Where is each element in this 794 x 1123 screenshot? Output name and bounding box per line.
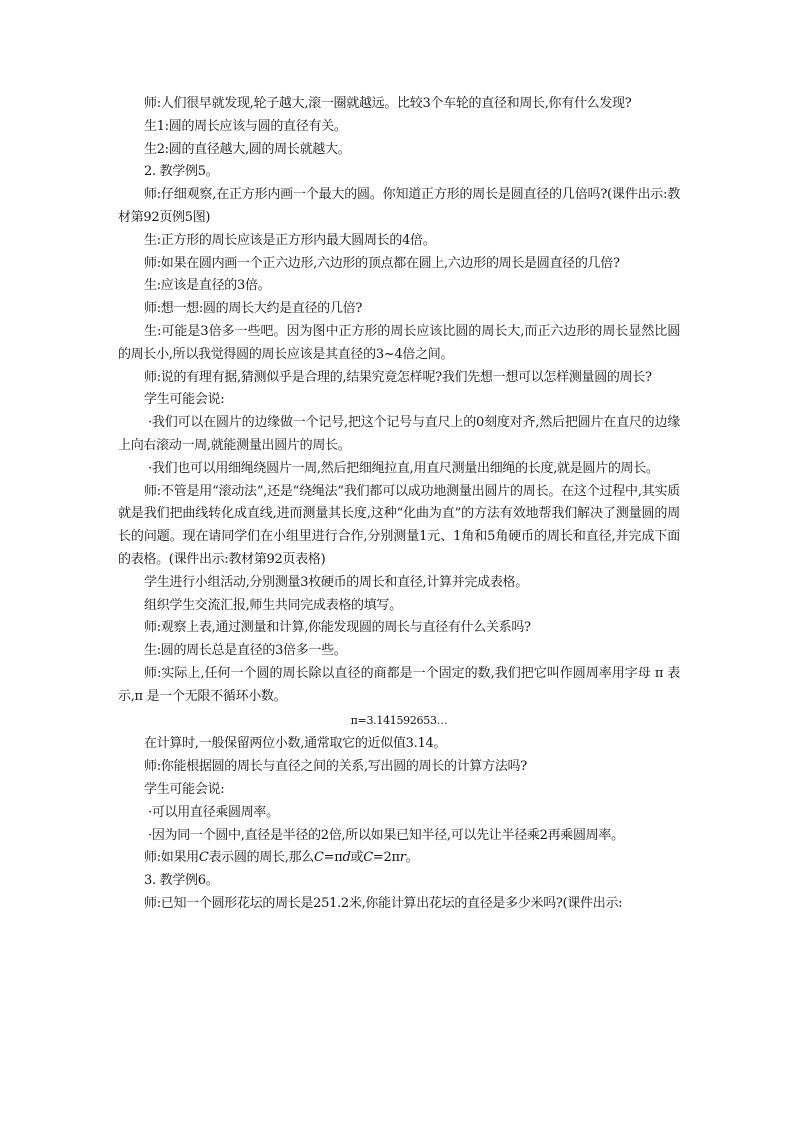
- paragraph: 师:已知一个圆形花坛的周长是251.2米,你能计算出花坛的直径是多少米吗?(课件出示:: [144, 895, 623, 911]
- formula-var-c: C: [198, 850, 209, 866]
- paragraph: 组织学生交流汇报,师生共同完成表格的填写。: [144, 597, 402, 613]
- bullet-item: ·我们可以在圆片的边缘做一个记号,把这个记号与直尺上的0刻度对齐,然后把圆片在直尺的边缘上向右滚动一周,就能测量出圆片的周长。: [118, 415, 680, 453]
- paragraph: 学生可能会说:: [144, 781, 225, 797]
- paragraph: 师:想一想:圆的周长大约是直径的几倍?: [144, 301, 363, 317]
- bullet-item: ·因为同一个圆中,直径是半径的2倍,所以如果已知半径,可以先让半径乘2再乘圆周率。: [148, 827, 624, 843]
- formula-mid: 表示圆的周长,那么: [208, 850, 314, 866]
- paragraph: 师:人们很早就发现,轮子越大,滚一圈就越远。比较3个车轮的直径和周长,你有什么发现?: [144, 96, 632, 111]
- paragraph: 师:你能根据圆的周长与直径之间的关系,写出圆的周长的计算方法吗?: [144, 759, 527, 775]
- bullet-item: ·可以用直径乘圆周率。: [148, 804, 279, 820]
- section-heading: 2. 教学例5。: [144, 164, 219, 180]
- paragraph: 学生进行小组活动,分别测量3枚硬币的周长和直径,计算并完成表格。: [144, 574, 528, 590]
- formula-var-c: C: [313, 850, 324, 866]
- paragraph: 生2:圆的直径越大,圆的周长就越大。: [144, 141, 351, 157]
- formula-prefix: 师:如果用: [144, 850, 199, 866]
- formula-var-r: r: [399, 850, 406, 866]
- formula-eq: =π: [323, 850, 343, 866]
- formula-var-c: C: [363, 850, 373, 866]
- bullet-item: ·我们也可以用细绳绕圆片一周,然后把细绳拉直,用直尺测量出细绳的长度,就是圆片的周长。: [148, 460, 659, 476]
- paragraph: 师:不管是用“滚动法”,还是“绕绳法”我们都可以成功地测量出圆片的周长。在这个过程中,其实质就是我们把曲线转化成直线,进而测量其长度,这种“化曲为直”的方法有效地帮我们解决了测量圆的周长的问题。现在请同学们在小组里进行合作,分别测量1元、1角和5角硬币的周长和直径,并完成下面的表格。(课件出示:教材第92页表格): [118, 483, 680, 567]
- paragraph: 师:观察上表,通过测量和计算,你能发现圆的周长与直径有什么关系吗?: [144, 620, 531, 636]
- paragraph: 在计算时,一般保留两位小数,通常取它的近似值3.14。: [144, 736, 447, 752]
- paragraph: 师:说的有理有据,猜测似乎是合理的,结果究竟怎样呢?我们先想一想可以怎样测量圆的周长?: [144, 369, 652, 385]
- circumference-formula-line: [118, 847, 680, 870]
- pi-formula: π=3.141592653…: [350, 713, 448, 727]
- formula-or: 或: [350, 850, 364, 866]
- paragraph: 生:可能是3倍多一些吧。因为图中正方形的周长应该比圆的周长大,而正六边形的周长显然比圆的周长小,所以我觉得圆的周长应该是其直径的3~4倍之间。: [118, 323, 680, 362]
- formula-var-d: d: [342, 850, 351, 866]
- paragraph: 生:圆的周长总是直径的3倍多一些。: [144, 643, 347, 659]
- paragraph: 师:如果在圆内画一个正六边形,六边形的顶点都在圆上,六边形的周长是圆直径的几倍?: [144, 255, 620, 271]
- paragraph: 师:实际上,任何一个圆的周长除以直径的商都是一个固定的数,我们把它叫作圆周率用字母 π 表示,π 是一个无限不循环小数。: [118, 665, 680, 704]
- paragraph: 生:正方形的周长应该是正方形内最大圆周长的4倍。: [144, 232, 436, 248]
- formula-end: 。: [405, 850, 419, 866]
- paragraph: 学生可能会说:: [144, 392, 225, 408]
- document-body: [118, 93, 680, 916]
- formula-eq: =2π: [372, 850, 400, 866]
- paragraph: 师:仔细观察,在正方形内画一个最大的圆。你知道正方形的周长是圆直径的几倍吗?(课件出示:教材第92页例5图): [118, 187, 680, 225]
- section-heading: 3. 教学例6。: [144, 873, 219, 889]
- paragraph: 生:应该是直径的3倍。: [144, 278, 271, 294]
- paragraph: 生1:圆的周长应该与圆的直径有关。: [144, 118, 347, 134]
